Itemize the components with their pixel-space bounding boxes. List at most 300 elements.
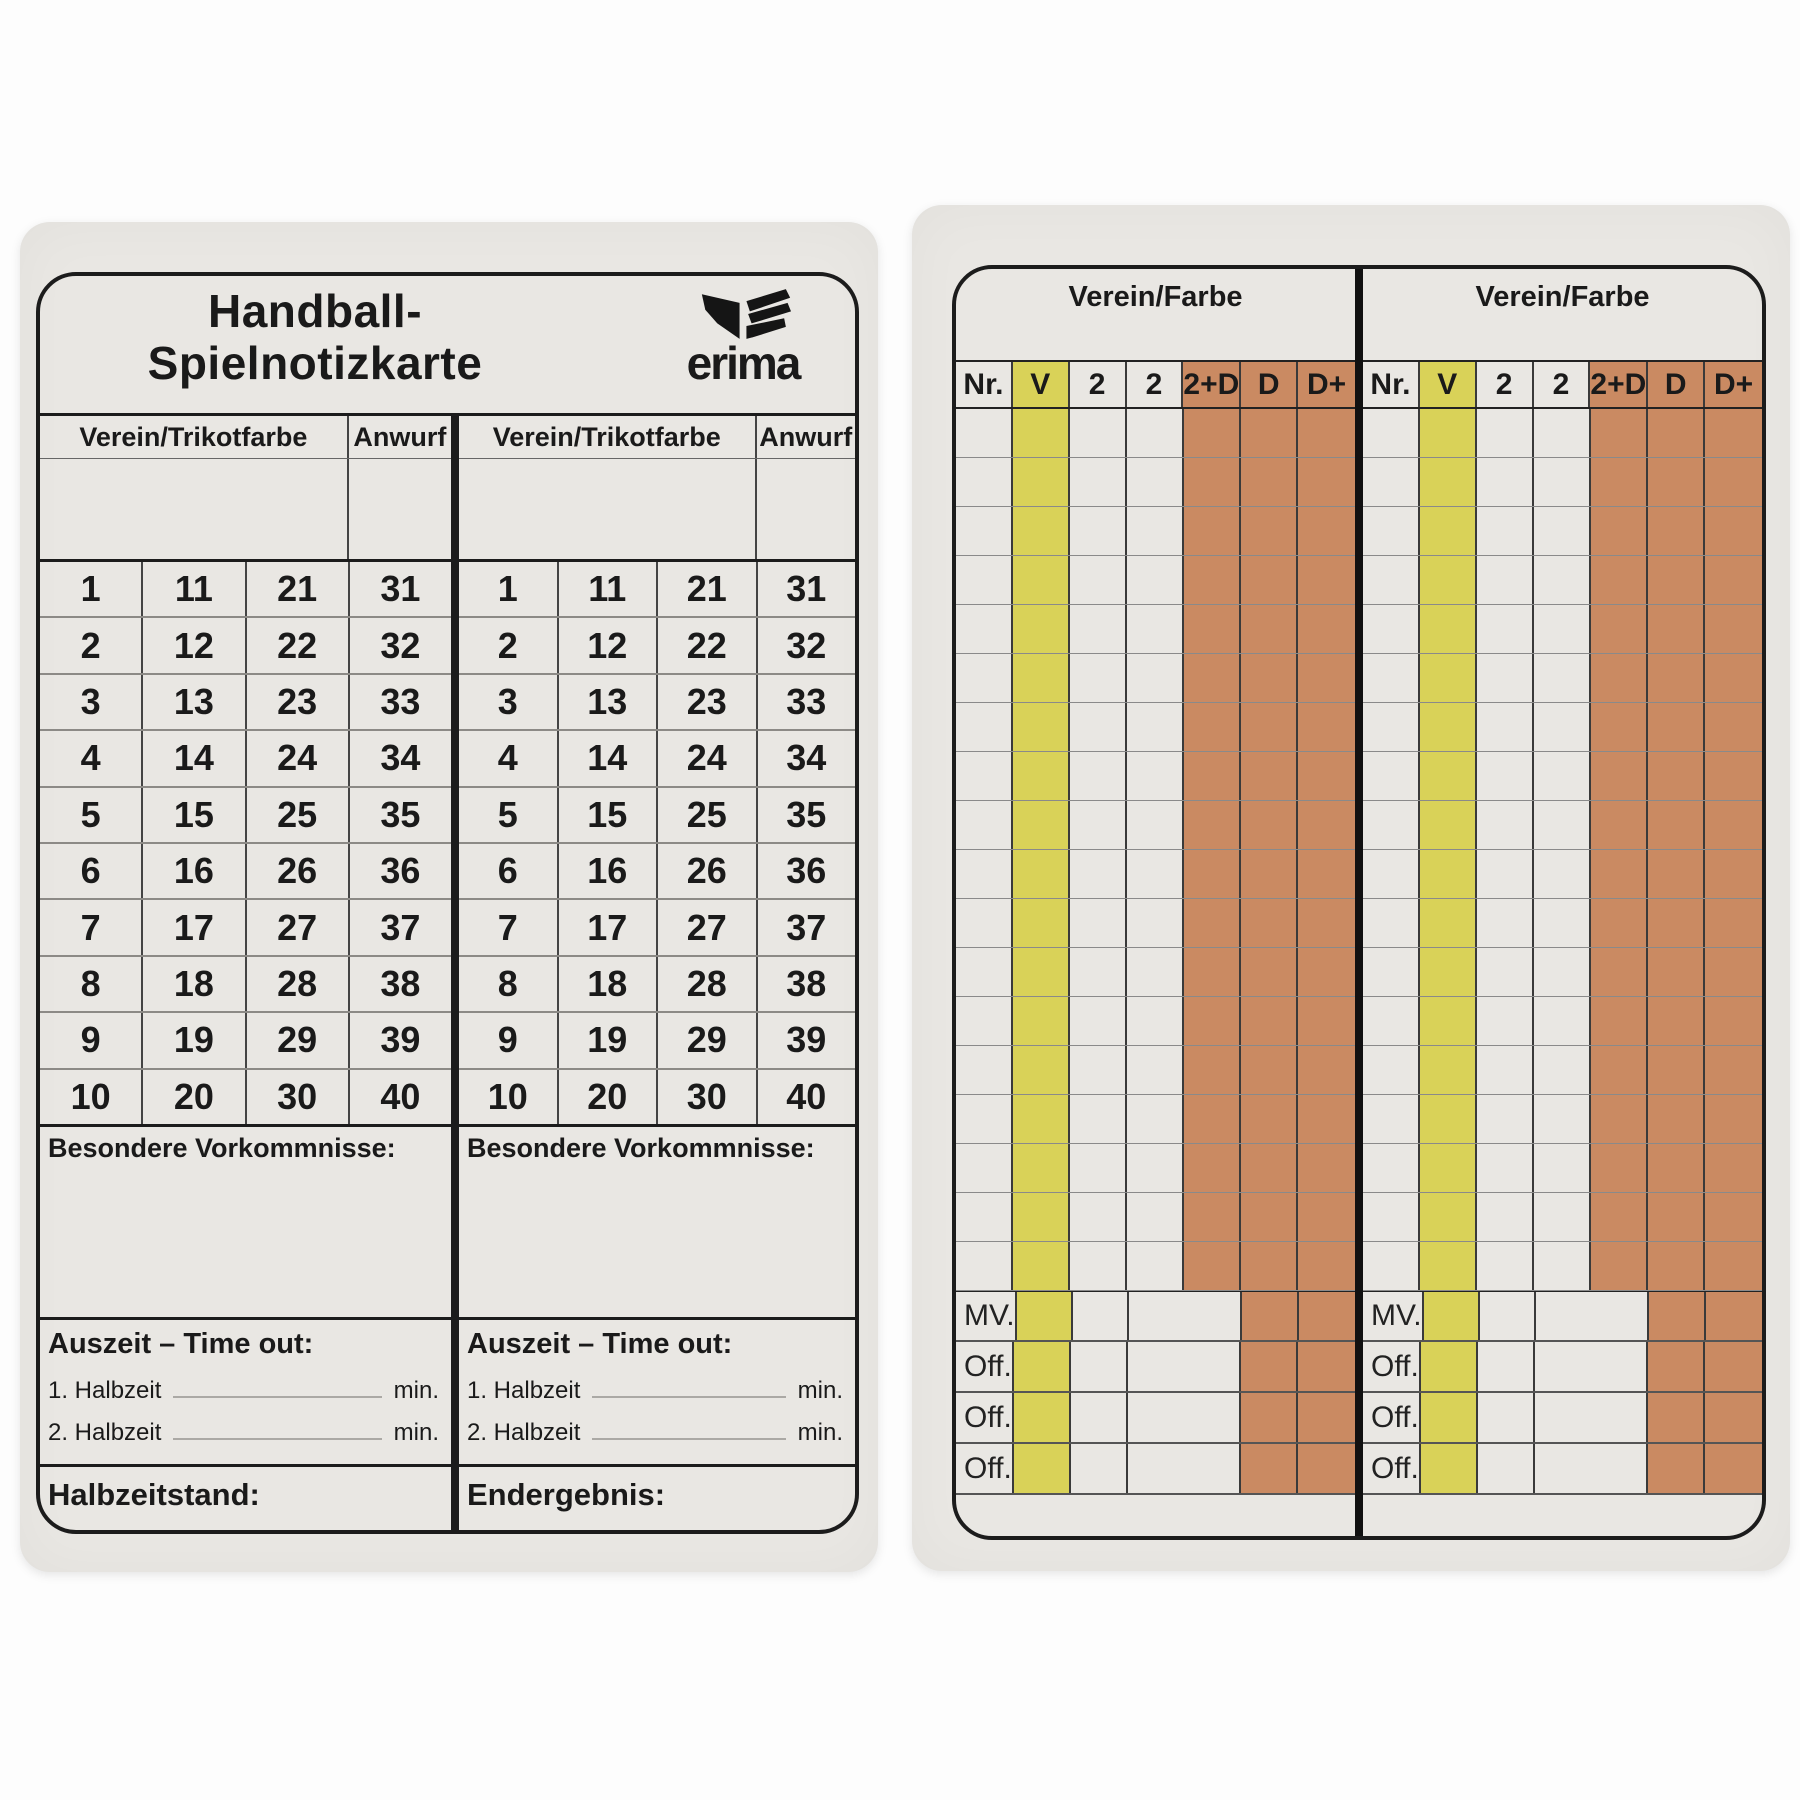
penalty-cell xyxy=(1070,997,1127,1045)
penalty-row xyxy=(1363,1046,1762,1095)
penalty-cell xyxy=(1127,1193,1184,1241)
penalty-cell xyxy=(1534,654,1591,702)
penalty-cell xyxy=(1184,1144,1241,1192)
goal-number-grid xyxy=(459,562,855,1127)
penalty-cell xyxy=(1534,703,1591,751)
table-header-row xyxy=(40,416,451,459)
writein-line xyxy=(173,1420,381,1440)
officials-label: Off. xyxy=(1363,1444,1421,1493)
penalty-cell xyxy=(1184,507,1241,555)
penalty-row xyxy=(956,1144,1355,1193)
penalty-cell xyxy=(1534,899,1591,947)
number-cell: 21 xyxy=(247,562,350,616)
penalty-cell xyxy=(1591,1144,1648,1192)
officials-cell-wide xyxy=(1536,1292,1649,1340)
officials-row xyxy=(1363,1291,1762,1342)
penalty-cell xyxy=(1648,703,1705,751)
writein-line xyxy=(173,1378,381,1398)
back-table-left-half xyxy=(956,269,1355,1536)
officials-label: MV. xyxy=(956,1292,1017,1340)
penalty-cell xyxy=(1127,850,1184,898)
timeout-unit: min. xyxy=(393,1419,439,1446)
number-cell: 1 xyxy=(40,562,143,616)
number-cell: 18 xyxy=(559,957,659,1011)
penalty-cell xyxy=(1013,507,1070,555)
penalty-cell xyxy=(1477,948,1534,996)
number-cell: 10 xyxy=(40,1070,143,1124)
timeout-row1-label: 1. Halbzeit xyxy=(48,1377,162,1404)
number-row xyxy=(459,1013,855,1069)
back-card xyxy=(912,205,1790,1571)
penalty-cell xyxy=(1127,801,1184,849)
officials-cell xyxy=(1241,1342,1298,1391)
penalty-cell xyxy=(1705,1095,1762,1143)
number-cell: 8 xyxy=(40,957,143,1011)
penalty-cell xyxy=(1648,507,1705,555)
penalty-cell xyxy=(1241,850,1298,898)
penalty-col-header: D+ xyxy=(1298,362,1355,407)
penalty-cell xyxy=(1420,605,1477,653)
penalty-cell xyxy=(1013,703,1070,751)
officials-cell-wide xyxy=(1535,1444,1649,1493)
penalty-cell xyxy=(1184,1242,1241,1290)
penalty-cell xyxy=(1127,654,1184,702)
number-row xyxy=(40,618,451,674)
officials-cell xyxy=(1298,1342,1355,1391)
team-writein-row xyxy=(40,459,451,562)
throwoff-column-header: Anwurf xyxy=(353,421,447,452)
penalty-cell xyxy=(1591,605,1648,653)
penalty-cell xyxy=(1477,1144,1534,1192)
penalty-cell xyxy=(956,1144,1013,1192)
notes-label: Besondere Vorkommnisse: xyxy=(48,1133,396,1163)
penalty-cell xyxy=(1013,997,1070,1045)
number-cell: 25 xyxy=(658,788,758,842)
penalty-cell xyxy=(1070,752,1127,800)
officials-cell xyxy=(1241,1444,1298,1493)
penalty-cell xyxy=(1420,1046,1477,1094)
penalty-cell xyxy=(1648,948,1705,996)
penalty-cell xyxy=(1591,1046,1648,1094)
number-cell: 23 xyxy=(247,675,350,729)
writein-line xyxy=(592,1420,785,1440)
penalty-cell xyxy=(1591,948,1648,996)
penalty-cell xyxy=(1298,703,1355,751)
penalty-grid xyxy=(1363,362,1762,1495)
penalty-cell xyxy=(1648,850,1705,898)
number-cell: 9 xyxy=(40,1013,143,1067)
penalty-row xyxy=(956,409,1355,458)
penalty-cell xyxy=(1127,458,1184,506)
center-divider xyxy=(451,416,459,1530)
penalty-row xyxy=(956,703,1355,752)
officials-cell xyxy=(1299,1292,1355,1340)
number-cell: 37 xyxy=(786,906,827,948)
number-cell: 39 xyxy=(380,1019,421,1061)
number-cell: 28 xyxy=(247,957,350,1011)
penalty-cell xyxy=(1534,409,1591,457)
penalty-cell xyxy=(1420,850,1477,898)
number-cell: 18 xyxy=(143,957,246,1011)
number-row xyxy=(459,675,855,731)
penalty-cell xyxy=(1363,507,1420,555)
penalty-cell xyxy=(1477,409,1534,457)
number-cell: 2 xyxy=(459,618,559,672)
penalty-cell xyxy=(1534,458,1591,506)
penalty-cell xyxy=(1477,1242,1534,1290)
penalty-cell xyxy=(1420,997,1477,1045)
number-row xyxy=(459,957,855,1013)
penalty-cell xyxy=(1298,556,1355,604)
team-color-header: Verein/Farbe xyxy=(956,269,1355,362)
number-row xyxy=(459,562,855,618)
team-writein-row xyxy=(459,459,855,562)
penalty-cell xyxy=(1363,703,1420,751)
penalty-row xyxy=(956,507,1355,556)
front-table-left-half xyxy=(40,416,451,1530)
halftime-score-label: Halbzeitstand: xyxy=(48,1477,260,1512)
penalty-cell xyxy=(1013,556,1070,604)
timeout-unit: min. xyxy=(797,1377,843,1404)
number-row xyxy=(40,788,451,844)
penalty-cell xyxy=(1420,409,1477,457)
penalty-cell xyxy=(1705,507,1762,555)
penalty-cell xyxy=(1363,752,1420,800)
timeout-unit: min. xyxy=(393,1377,439,1404)
penalty-cell xyxy=(1241,997,1298,1045)
penalty-cell xyxy=(1363,1193,1420,1241)
penalty-row xyxy=(1363,1144,1762,1193)
front-card xyxy=(20,222,878,1572)
number-row xyxy=(459,731,855,787)
penalty-cell xyxy=(1591,801,1648,849)
table-header-row xyxy=(459,416,855,459)
officials-cell xyxy=(1706,1292,1762,1340)
brand-logo xyxy=(653,284,833,390)
penalty-cell xyxy=(1420,458,1477,506)
penalty-cell xyxy=(1363,948,1420,996)
penalty-cell xyxy=(1534,948,1591,996)
penalty-cell xyxy=(1534,752,1591,800)
penalty-row xyxy=(1363,507,1762,556)
penalty-cell xyxy=(1013,654,1070,702)
officials-cell xyxy=(1648,1393,1705,1442)
number-cell: 29 xyxy=(658,1013,758,1067)
number-cell: 22 xyxy=(247,618,350,672)
number-cell: 27 xyxy=(658,900,758,954)
number-cell: 38 xyxy=(786,963,827,1005)
penalty-cell xyxy=(1534,1144,1591,1192)
penalty-cell xyxy=(1477,703,1534,751)
title-line1: Handball- xyxy=(207,285,423,337)
penalty-cell xyxy=(1705,948,1762,996)
number-cell: 33 xyxy=(380,681,421,723)
penalty-cell xyxy=(1184,605,1241,653)
number-cell: 40 xyxy=(380,1075,421,1117)
number-cell: 24 xyxy=(247,731,350,785)
penalty-cell xyxy=(1534,1242,1591,1290)
penalty-cell xyxy=(1184,703,1241,751)
officials-label: Off. xyxy=(956,1393,1014,1442)
penalty-cell xyxy=(1534,605,1591,653)
penalty-cell xyxy=(1013,948,1070,996)
penalty-cell xyxy=(1705,1046,1762,1094)
penalty-cell xyxy=(1477,850,1534,898)
penalty-cell xyxy=(1363,605,1420,653)
officials-label: Off. xyxy=(956,1444,1014,1493)
penalty-row xyxy=(1363,458,1762,507)
notes-label: Besondere Vorkommnisse: xyxy=(467,1133,815,1163)
number-row xyxy=(40,1070,451,1124)
card-title xyxy=(100,286,530,389)
number-cell: 35 xyxy=(786,793,827,835)
back-table-right-half xyxy=(1363,269,1762,1536)
officials-row xyxy=(956,1342,1355,1393)
officials-label: Off. xyxy=(1363,1342,1421,1391)
officials-cell xyxy=(1071,1393,1128,1442)
number-cell: 16 xyxy=(143,844,246,898)
officials-cell-wide xyxy=(1128,1393,1242,1442)
number-cell: 8 xyxy=(459,957,559,1011)
penalty-col-header: 2+D xyxy=(1183,362,1241,407)
penalty-cell xyxy=(1070,458,1127,506)
penalty-col-header: Nr. xyxy=(956,362,1013,407)
penalty-row xyxy=(1363,1095,1762,1144)
officials-row xyxy=(1363,1444,1762,1495)
number-cell: 6 xyxy=(40,844,143,898)
penalty-cell xyxy=(1298,458,1355,506)
penalty-cell xyxy=(1705,458,1762,506)
number-cell: 36 xyxy=(786,850,827,892)
penalty-cell xyxy=(1363,1046,1420,1094)
number-cell: 16 xyxy=(559,844,659,898)
penalty-row xyxy=(956,801,1355,850)
number-cell: 2 xyxy=(40,618,143,672)
penalty-cell xyxy=(1705,703,1762,751)
timeout-title: Auszeit – Time out: xyxy=(467,1328,733,1360)
penalty-row xyxy=(956,899,1355,948)
penalty-cell xyxy=(1591,1095,1648,1143)
number-cell: 3 xyxy=(459,675,559,729)
penalty-cell xyxy=(1241,605,1298,653)
penalty-cell xyxy=(1591,1193,1648,1241)
penalty-cell xyxy=(1127,605,1184,653)
penalty-cell xyxy=(1070,1144,1127,1192)
goal-number-grid xyxy=(40,562,451,1127)
number-cell: 20 xyxy=(559,1070,659,1124)
penalty-cell xyxy=(1477,556,1534,604)
penalty-header-row xyxy=(1363,362,1762,409)
number-cell: 14 xyxy=(559,731,659,785)
penalty-cell xyxy=(1591,899,1648,947)
number-cell: 15 xyxy=(559,788,659,842)
penalty-cell xyxy=(1705,654,1762,702)
number-cell: 34 xyxy=(786,737,827,779)
officials-cell xyxy=(1421,1444,1478,1493)
number-cell: 32 xyxy=(786,624,827,666)
penalty-row xyxy=(956,752,1355,801)
officials-cell xyxy=(1017,1292,1073,1340)
penalty-col-header: D xyxy=(1241,362,1298,407)
team-column-header: Verein/Trikotfarbe xyxy=(459,416,757,458)
officials-row xyxy=(956,1444,1355,1495)
officials-cell xyxy=(1478,1444,1535,1493)
front-card-border xyxy=(36,272,859,1534)
penalty-cell xyxy=(1477,507,1534,555)
penalty-cell xyxy=(1298,1144,1355,1192)
number-cell: 14 xyxy=(143,731,246,785)
penalty-cell xyxy=(956,1242,1013,1290)
front-card-title-block xyxy=(40,276,855,416)
penalty-cell xyxy=(1013,605,1070,653)
number-cell: 11 xyxy=(559,562,659,616)
penalty-row xyxy=(1363,605,1762,654)
number-cell: 5 xyxy=(459,788,559,842)
penalty-cell xyxy=(956,409,1013,457)
number-row xyxy=(459,844,855,900)
penalty-cell xyxy=(1013,409,1070,457)
number-cell: 38 xyxy=(380,963,421,1005)
penalty-cell xyxy=(1184,458,1241,506)
penalty-cell xyxy=(1534,507,1591,555)
center-divider xyxy=(1355,269,1363,1536)
officials-cell-wide xyxy=(1128,1342,1242,1391)
halftime-score-row xyxy=(40,1467,451,1530)
number-row xyxy=(40,1013,451,1069)
penalty-cell xyxy=(1477,654,1534,702)
penalty-col-header: 2 xyxy=(1070,362,1127,407)
penalty-cell xyxy=(1420,899,1477,947)
number-cell: 26 xyxy=(658,844,758,898)
penalty-cell xyxy=(1241,654,1298,702)
notes-section xyxy=(40,1127,451,1320)
throwoff-writein-field xyxy=(349,459,451,559)
penalty-cell xyxy=(1591,556,1648,604)
penalty-row xyxy=(1363,899,1762,948)
penalty-cell xyxy=(1241,703,1298,751)
penalty-header-row xyxy=(956,362,1355,409)
front-card-table xyxy=(40,416,855,1530)
penalty-cell xyxy=(1127,409,1184,457)
penalty-cell xyxy=(956,1095,1013,1143)
penalty-cell xyxy=(1705,752,1762,800)
penalty-cell xyxy=(1241,1242,1298,1290)
number-row xyxy=(40,957,451,1013)
timeout-row-1 xyxy=(467,1377,843,1405)
team-writein-field xyxy=(40,459,349,559)
penalty-cell xyxy=(1420,801,1477,849)
penalty-row xyxy=(1363,752,1762,801)
penalty-cell xyxy=(1591,850,1648,898)
penalty-cell xyxy=(1184,899,1241,947)
penalty-cell xyxy=(1420,507,1477,555)
number-cell: 33 xyxy=(786,681,827,723)
penalty-cell xyxy=(1241,948,1298,996)
penalty-cell xyxy=(956,507,1013,555)
penalty-cell xyxy=(1241,801,1298,849)
penalty-row xyxy=(956,458,1355,507)
number-row xyxy=(40,675,451,731)
penalty-cell xyxy=(1477,458,1534,506)
number-cell: 5 xyxy=(40,788,143,842)
final-score-label: Endergebnis: xyxy=(467,1477,666,1512)
timeout-section xyxy=(40,1320,451,1467)
penalty-cell xyxy=(1705,1144,1762,1192)
penalty-cell xyxy=(1363,1242,1420,1290)
penalty-cell xyxy=(1127,948,1184,996)
penalty-cell xyxy=(1534,850,1591,898)
penalty-cell xyxy=(956,752,1013,800)
number-cell: 22 xyxy=(658,618,758,672)
penalty-cell xyxy=(1298,752,1355,800)
final-score-row xyxy=(459,1467,855,1530)
penalty-row xyxy=(1363,1193,1762,1242)
penalty-cell xyxy=(1420,556,1477,604)
penalty-cell xyxy=(1241,1144,1298,1192)
penalty-cell xyxy=(1648,409,1705,457)
penalty-cell xyxy=(1534,801,1591,849)
penalty-cell xyxy=(956,801,1013,849)
penalty-cell xyxy=(1184,801,1241,849)
penalty-cell xyxy=(1705,850,1762,898)
penalty-cell xyxy=(1241,1046,1298,1094)
number-row xyxy=(40,900,451,956)
penalty-cell xyxy=(1127,752,1184,800)
officials-row xyxy=(1363,1393,1762,1444)
number-cell: 21 xyxy=(658,562,758,616)
number-cell: 11 xyxy=(143,562,246,616)
number-cell: 20 xyxy=(143,1070,246,1124)
penalty-cell xyxy=(1298,1242,1355,1290)
officials-cell xyxy=(1242,1292,1298,1340)
penalty-cell xyxy=(1127,1095,1184,1143)
penalty-row xyxy=(1363,409,1762,458)
penalty-col-header: 2 xyxy=(1477,362,1534,407)
officials-row xyxy=(1363,1342,1762,1393)
number-cell: 1 xyxy=(459,562,559,616)
penalty-cell xyxy=(956,899,1013,947)
penalty-cell xyxy=(1363,899,1420,947)
penalty-cell xyxy=(1534,1193,1591,1241)
penalty-cell xyxy=(1184,1046,1241,1094)
penalty-cell xyxy=(1013,1095,1070,1143)
penalty-row xyxy=(1363,997,1762,1046)
penalty-cell xyxy=(1591,703,1648,751)
penalty-cell xyxy=(1363,556,1420,604)
penalty-cell xyxy=(1648,1242,1705,1290)
number-cell: 9 xyxy=(459,1013,559,1067)
penalty-cell xyxy=(1070,605,1127,653)
number-cell: 27 xyxy=(247,900,350,954)
penalty-row xyxy=(956,1242,1355,1291)
penalty-cell xyxy=(1477,801,1534,849)
number-cell: 31 xyxy=(380,568,421,610)
timeout-row-2 xyxy=(467,1419,843,1447)
penalty-cell xyxy=(1070,1193,1127,1241)
penalty-cell xyxy=(956,1046,1013,1094)
penalty-cell xyxy=(1298,899,1355,947)
penalty-row xyxy=(1363,850,1762,899)
penalty-cell xyxy=(1363,654,1420,702)
penalty-cell xyxy=(1070,899,1127,947)
penalty-cell xyxy=(1070,948,1127,996)
notes-section xyxy=(459,1127,855,1320)
officials-cell xyxy=(1648,1342,1705,1391)
officials-cell xyxy=(1705,1444,1762,1493)
penalty-cell xyxy=(1241,1095,1298,1143)
penalty-cell xyxy=(1127,899,1184,947)
officials-cell xyxy=(1014,1393,1071,1442)
